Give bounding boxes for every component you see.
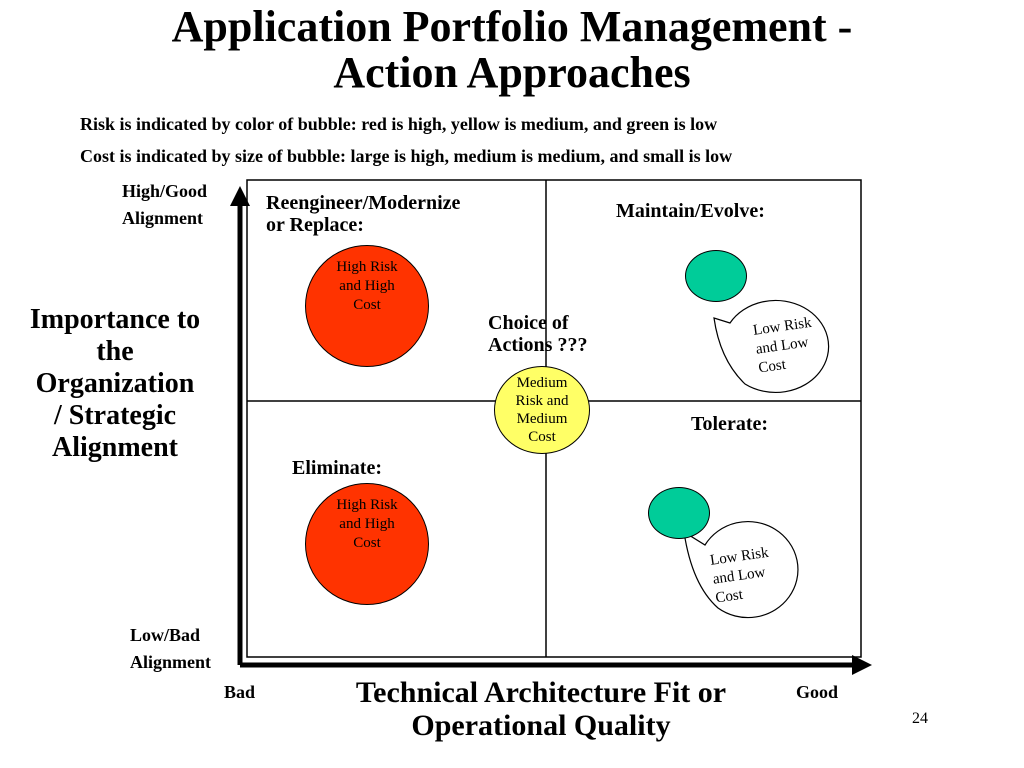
bubble-text-line: Cost bbox=[353, 534, 381, 551]
y-high-line2: Alignment bbox=[122, 208, 203, 228]
title-line-2: Action Approaches bbox=[333, 48, 691, 97]
y-axis-high-label bbox=[122, 178, 207, 232]
bubble-text-line: and High bbox=[339, 515, 395, 532]
page-number: 24 bbox=[912, 710, 928, 727]
risk-note: Risk is indicated by color of bubble: red is high, yellow is medium, and green is low bbox=[80, 114, 718, 134]
quadrant-label-tolerate: Tolerate: bbox=[691, 413, 769, 435]
choice-line2: Actions ??? bbox=[488, 334, 588, 356]
callout-line: and Low bbox=[754, 334, 810, 358]
y-title-line: Organization bbox=[35, 368, 195, 399]
x-axis-bad-label: Bad bbox=[224, 682, 256, 702]
medium-risk-bubble bbox=[494, 366, 590, 454]
y-high-line1: High/Good bbox=[122, 181, 208, 201]
low-risk-bubble-bottom bbox=[648, 487, 710, 539]
y-low-line2: Alignment bbox=[130, 652, 211, 672]
bubble-text-line: Cost bbox=[528, 429, 556, 445]
reengineer-line2: or Replace: bbox=[266, 214, 364, 236]
low-risk-bubble-top bbox=[685, 250, 747, 302]
y-title-line: Alignment bbox=[52, 432, 178, 463]
y-title-line: / Strategic bbox=[53, 400, 177, 431]
cost-note: Cost is indicated by size of bubble: large is high, medium is medium, and small is low bbox=[80, 146, 733, 166]
high-risk-bubble-top bbox=[305, 245, 429, 367]
reengineer-line1: Reengineer/Modernize bbox=[266, 192, 461, 214]
quadrant-label-maintain: Maintain/Evolve: bbox=[616, 200, 765, 222]
bubble-text-line: Cost bbox=[353, 296, 381, 313]
title-line-1: Application Portfolio Management - bbox=[171, 2, 853, 51]
y-title-line: the bbox=[96, 336, 134, 367]
callout-line: Cost bbox=[714, 586, 744, 607]
callout-line: and Low bbox=[711, 564, 767, 588]
callout-text-bottom-right bbox=[709, 544, 775, 609]
y-low-line1: Low/Bad bbox=[130, 625, 201, 645]
x-axis-title bbox=[310, 676, 772, 742]
y-axis-title bbox=[4, 304, 226, 464]
choice-line1: Choice of bbox=[488, 312, 569, 334]
high-risk-bubble-bottom bbox=[305, 483, 429, 605]
y-title-line: Importance to bbox=[29, 304, 201, 335]
x-title-line1: Technical Architecture Fit or bbox=[355, 676, 727, 709]
bubble-text-line: Risk and bbox=[515, 393, 569, 409]
bubble-text-line: Medium bbox=[516, 375, 568, 391]
bubble-text-line: Medium bbox=[516, 411, 568, 427]
bubble-text-line: High Risk bbox=[336, 258, 398, 275]
bubble-text-line: High Risk bbox=[336, 496, 398, 513]
y-axis-low-label bbox=[130, 622, 211, 676]
callout-line: Cost bbox=[757, 356, 787, 377]
callout-text-top-right bbox=[752, 314, 818, 379]
bubble-text-line: and High bbox=[339, 277, 395, 294]
callout-line: Low Risk bbox=[709, 544, 770, 569]
callout-line: Low Risk bbox=[752, 314, 813, 339]
x-axis-arrowhead bbox=[852, 655, 872, 675]
center-label-choice bbox=[488, 312, 587, 356]
quadrant-label-reengineer bbox=[266, 192, 460, 236]
x-title-line2: Operational Quality bbox=[411, 709, 671, 742]
x-axis-good-label: Good bbox=[796, 682, 839, 702]
quadrant-label-eliminate: Eliminate: bbox=[292, 457, 382, 479]
